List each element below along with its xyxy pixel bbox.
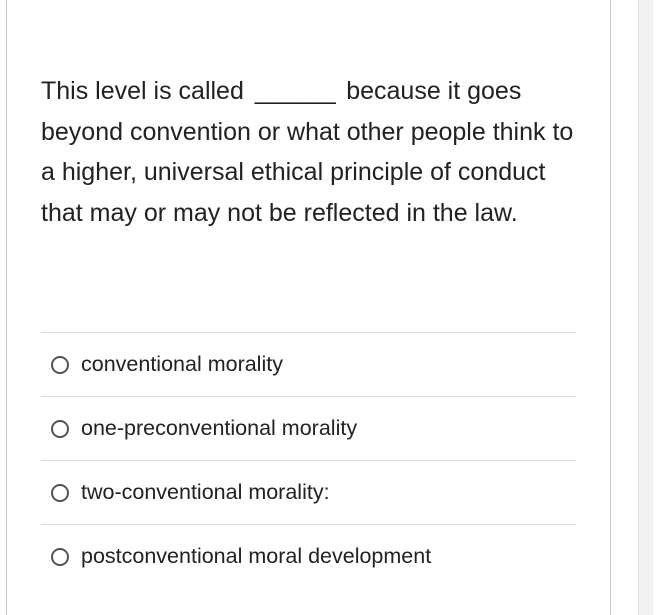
radio-button-icon[interactable] — [51, 548, 69, 566]
answer-label: postconventional moral development — [81, 544, 432, 568]
answer-option-4[interactable] — [41, 525, 576, 588]
question-text-before: This level is called — [41, 77, 244, 105]
question-text — [41, 71, 581, 233]
radio-button-icon[interactable] — [51, 356, 69, 374]
answer-option-3[interactable] — [41, 461, 576, 524]
question-blank: ______ — [254, 77, 336, 105]
radio-button-icon[interactable] — [51, 484, 69, 502]
answer-option-2[interactable] — [41, 397, 576, 460]
answer-label: two-conventional morality: — [81, 480, 330, 504]
radio-button-icon[interactable] — [51, 420, 69, 438]
answer-list — [41, 332, 576, 588]
scrollbar-track[interactable] — [638, 0, 653, 615]
answer-option-1[interactable] — [41, 333, 576, 396]
panel-left-border — [6, 0, 7, 615]
answer-label: one-preconventional morality — [81, 416, 358, 440]
answer-label: conventional morality — [81, 352, 283, 376]
question-text-after: because it goes beyond convention or what other people think to a higher, universal ethical principle of conduct that may or may not be reflected in the law. — [41, 77, 574, 227]
